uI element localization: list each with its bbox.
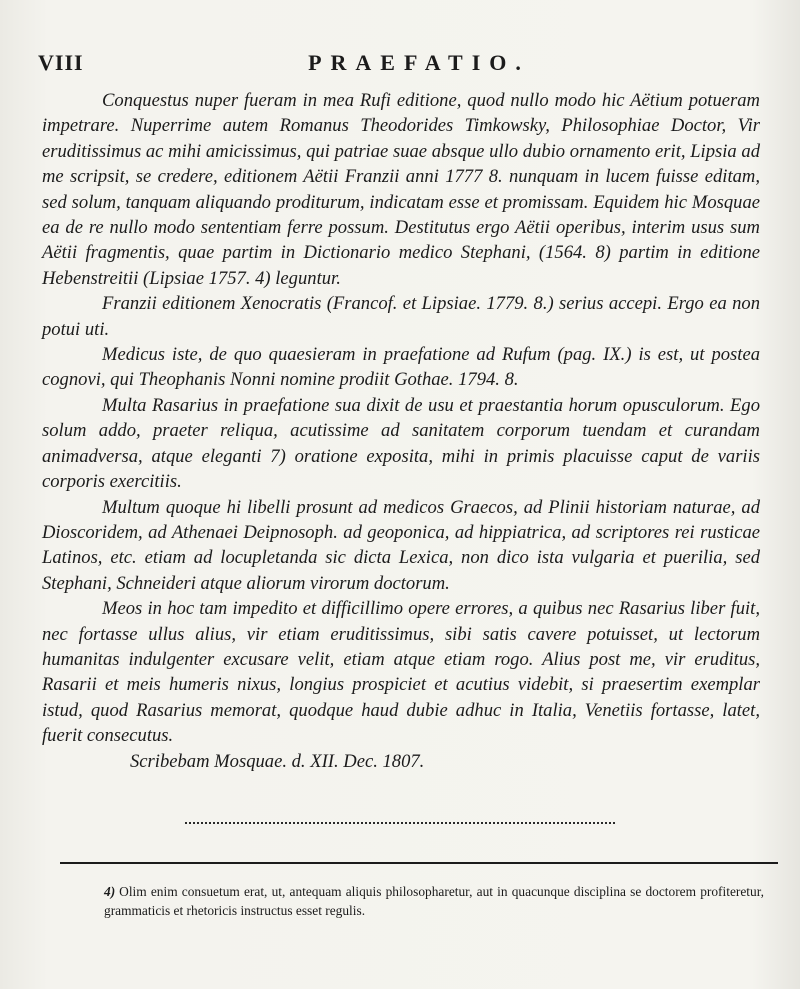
signature-line: Scribebam Mosquae. d. XII. Dec. 1807. [130, 750, 425, 772]
footnote-rule [60, 862, 778, 864]
footnote-mark: 4) [104, 884, 116, 899]
preface-body [42, 88, 760, 774]
paragraph: Conquestus nuper fueram in mea Rufi editione, quod nullo modo hic Aëtium potueram impetrare. Nuperrime autem Romanus Theodorides Timkowsky, Philosophiae Doctor, Vir eruditissimus ac mihi amicissimus, qui patriae suae absque ullo dubio ornamento erit, Lipsia ad me scripsit, se credere, editionem Aëtii Franzii anni 1777 8. nunquam in lucem fuisse editam, sed solum, tanquam aliquando proditurum, indicatam esse et promissam. Equidem hic Mosquae ea de re nullo modo sententiam ferre possum. Destitutus ergo Aëtii operibus, interim usus sum Aëtii fragmentis, quae partim in Dictionario medico Stephani, (1564. 8) partim in editione Hebenstreitii (Lipsiae 1757. 4) leguntur. [42, 90, 760, 289]
running-head: PRAEFATIO. [308, 50, 530, 75]
page-number: VIII [38, 50, 84, 75]
footnote-text: Olim enim consuetum erat, ut, antequam aliquis philosopharetur, aut in quacunque disciplina se doctorem profiteretur, grammaticis et rhetoricis instructus esset regulis. [104, 884, 764, 918]
paragraph: Multa Rasarius in praefatione sua dixit de usu et praestantia horum opusculorum. Ego solum addo, praeter reliqua, acutissime ad sanitatem corporum tuendam et curandam animadversa, atque eleganti 7) oratione exposita, mihi in primis placuisse caput de variis corporis exercitiis. [42, 394, 760, 493]
paragraph: Multum quoque hi libelli prosunt ad medicos Graecos, ad Plinii historiam naturae, ad Dioscoridem, ad Athenaei Deipnosoph. ad geoponica, ad hippiatrica, ad scriptores rei rusticae Latinos, etc. etiam ad locupletanda sic dicta Lexica, non dico ista vulgaria et puerilia, sed Stephani, Schneideri atque aliorum virorum doctorum. [42, 496, 760, 594]
page-header [38, 50, 760, 80]
footnote [104, 882, 764, 920]
paragraph: Medicus iste, de quo quaesieram in praefatione ad Rufum (pag. IX.) is est, ut postea cognovi, qui Theophanis Nonni nomine prodiit Gothae. 1794. 8. [42, 344, 760, 391]
paragraph: Meos in hoc tam impedito et difficillimo opere errores, a quibus nec Rasarius liber fuit, nec fortasse ullus alius, vir etiam eruditissimus, sibi satis cavere potuisset, ut lectorum humanitas indulgenter excusare velit, etiam atque etiam rogo. Alius post me, vir eruditus, Rasarii et meis humeris nixus, longius prospiciet et acutius videbit, si praesertim exemplar istud, quod Rasarius memorat, quodque haud dubie adhuc in Italia, Venetiis fortasse, latet, fuerit consecutus. [42, 598, 760, 747]
paragraph: Franzii editionem Xenocratis (Francof. et Lipsiae. 1779. 8.) serius accepi. Ergo ea non potui uti. [42, 293, 760, 340]
dotted-separator [185, 822, 615, 824]
